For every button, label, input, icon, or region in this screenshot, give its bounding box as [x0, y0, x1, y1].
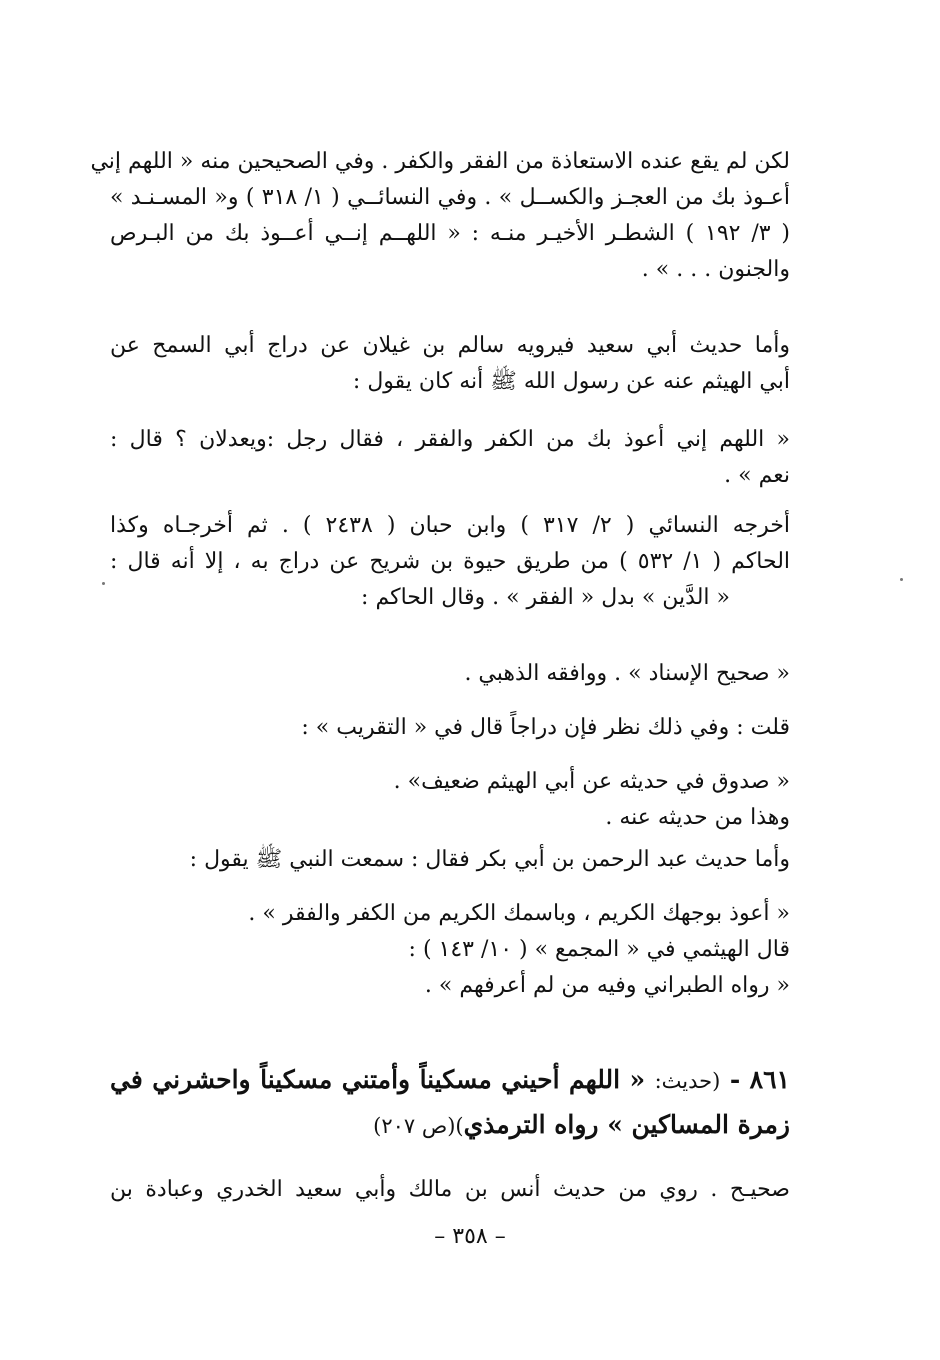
paragraph-6	[110, 710, 790, 746]
paragraph-2	[110, 328, 790, 400]
text-line: أخرجه النسائي ( ٢/ ٣١٧ ) وابن حبان ( ٢٤٣٨ ) . ثم أخرجـاه وكذا	[110, 513, 790, 538]
text-line: الحاكم ( ١/ ٥٣٢ ) من طريق حيوة بن شريح عن دراج به ، إلا أنه قال :	[110, 549, 791, 574]
text-line: أعـوذ بك من العجـز والكســل » . وفي النسائــي ( ١/ ٣١٨ ) و« المسـنـد »	[110, 185, 791, 210]
text-line: وأما حديث أبي سعيد فيرويه سالم بن غيلان عن دراج أبي السمح عن	[110, 333, 790, 358]
text-line: « الدَّين » بدل « الفقر » . وقال الحاكم :	[361, 585, 730, 610]
text-line: ( ٣/ ١٩٢ ) الشطـر الأخيـر منـه : « اللهــم إنــي أعــوذ بك من البـرص	[110, 221, 790, 246]
text-line: « اللهم إني أعوذ بك من الكفر والفقر ، فقال رجل :ويعدلان ؟ قال :	[110, 427, 790, 452]
page-number: – ٣٥٨ –	[434, 1224, 506, 1249]
text-line: « صحيح الإسناد » . ووافقه الذهبي .	[464, 661, 790, 686]
hadith-label: (حديث:	[654, 1069, 721, 1093]
paragraph-3	[110, 422, 790, 494]
text-line: وهذا من حديثه عنه .	[605, 805, 790, 830]
paragraph-8	[110, 842, 790, 878]
scan-speck	[102, 582, 105, 585]
hadith-text: زمرة المساكين » رواه الترمذي	[463, 1110, 790, 1139]
scan-speck	[900, 578, 903, 581]
text-line: لكن لم يقع عنده الاستعاذة من الفقر والكفر . وفي الصحيحين منه « اللهم إني	[90, 149, 790, 174]
heading-line	[110, 1103, 790, 1148]
text-line: « صدوق في حديثه عن أبي الهيثم ضعيف» .	[393, 769, 790, 794]
text-line: أبي الهيثم عنه عن رسول الله ﷺ أنه كان يقول :	[352, 369, 790, 394]
paragraph-10	[110, 1172, 790, 1208]
hadith-reference: )(ص ٢٠٧)	[373, 1114, 464, 1138]
hadith-heading	[110, 1058, 790, 1148]
text-line: « أعوذ بوجهك الكريم ، وباسمك الكريم من الكفر والفقر » .	[248, 901, 790, 926]
paragraph-4	[110, 508, 790, 616]
hadith-text: « اللهم أحيني مسكيناً وأمتني مسكيناً واحشرني في	[110, 1065, 646, 1094]
heading-line	[110, 1058, 790, 1103]
paragraph-7	[110, 764, 790, 836]
text-line: صحيـح . روي من حديث أنس بن مالك وأبي سعيد الخدري وعبادة بن	[110, 1177, 790, 1202]
hadith-number: ٨٦١ -	[729, 1065, 790, 1094]
paragraph-1	[90, 144, 791, 288]
paragraph-9	[110, 896, 790, 1004]
text-line: قلت : وفي ذلك نظر فإن دراجاً قال في « التقريب » :	[301, 715, 790, 740]
text-line: وأما حديث عبد الرحمن بن أبي بكر فقال : سمعت النبي ﷺ يقول :	[189, 847, 790, 872]
text-line: والجنون . . . » .	[641, 257, 790, 282]
text-line: نعم » .	[724, 463, 790, 488]
paragraph-5	[110, 656, 790, 692]
text-line: قال الهيثمي في « المجمع » ( ١٠/ ١٤٣ ) :	[408, 937, 790, 962]
text-line: « رواه الطبراني وفيه من لم أعرفهم » .	[424, 973, 790, 998]
